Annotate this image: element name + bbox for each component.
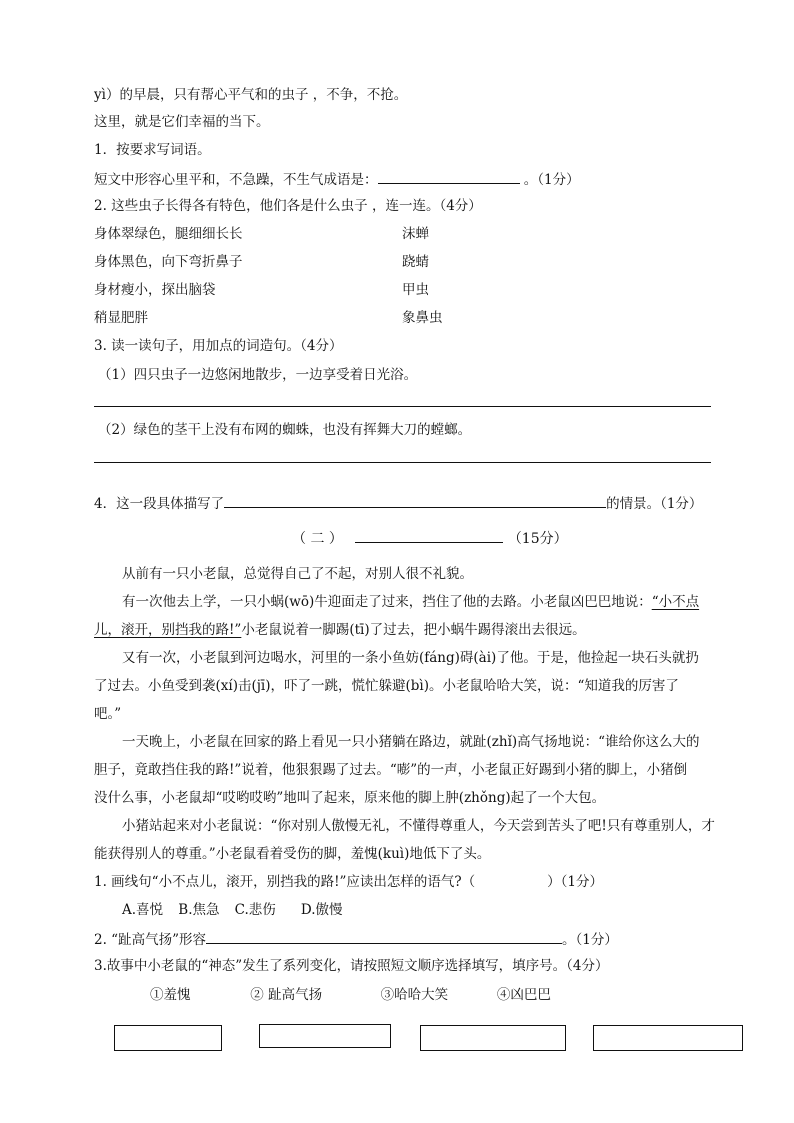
b3-answer-box-1[interactable] xyxy=(114,1025,222,1051)
b1-option-a[interactable]: A.喜悦 xyxy=(122,902,164,918)
b1-options xyxy=(122,901,343,919)
q2-title: 2. 这些虫子长得各有特色，他们各是什么虫子 ，连一连。（4分） xyxy=(94,198,482,214)
story-p2-text: 有一次他去上学，一只小蜗(wō)牛迎面走了过来，挡住了他的去路。小老鼠凶巴巴地说： xyxy=(122,594,652,610)
b1-option-b[interactable]: B.焦急 xyxy=(178,902,220,918)
q4-row xyxy=(94,493,702,513)
q2-left-2: 身体黑色，向下弯折鼻子 xyxy=(94,254,243,270)
q2-right-4: 象鼻虫 xyxy=(402,310,443,326)
q3-answer-line-1[interactable] xyxy=(94,406,711,407)
q3-sentence-1: （1）四只虫子一边悠闲地散步，一边享受着日光浴。 xyxy=(98,367,418,383)
q2-right-1: 沫蝉 xyxy=(402,226,429,242)
q2-right-3: 甲虫 xyxy=(402,282,429,298)
b3-answer-box-4[interactable] xyxy=(593,1025,743,1051)
story-p2-line2 xyxy=(94,621,586,639)
story-p1: 从前有一只小老鼠，总觉得自己了不起，对别人很不礼貌。 xyxy=(122,566,473,582)
q1-prompt: 短文中形容心里平和，不急躁，不生气成语是： xyxy=(94,172,378,188)
q3-answer-line-2[interactable] xyxy=(94,462,711,463)
story-p4-line2: 胆子，竟敢挡住我的路!”说着，他狠狠踢了过去。“嘭”的一声，小老鼠正好踢到小猪的脚上，小猪倒 xyxy=(94,762,688,778)
b3-option-1: ①羞愧 xyxy=(150,987,191,1003)
q2-left-1: 身体翠绿色，腿细细长长 xyxy=(94,226,243,242)
q2-row-2 xyxy=(94,253,243,271)
q3-sentence-2: （2）绿色的茎干上没有布网的蜘蛛，也没有挥舞大刀的螳螂。 xyxy=(98,422,472,438)
q2-row-4 xyxy=(94,309,148,327)
q2-row-1 xyxy=(94,225,243,243)
q1-title: 1．按要求写词语。 xyxy=(94,142,211,158)
story-p5-line1: 小猪站起来对小老鼠说：“你对别人傲慢无礼，不懂得尊重人，今天尝到苦头了吧!只有尊重别人，才 xyxy=(122,818,715,834)
q2-right-2: 跷蜻 xyxy=(402,254,429,270)
story-p4-line1: 一天晚上，小老鼠在回家的路上看见一只小猪躺在路边，就趾(zhǐ)高气扬地说：“谁给你这么大的 xyxy=(122,734,700,750)
b1-option-d[interactable]: D.傲慢 xyxy=(300,902,343,918)
b2-prefix: 2. “趾高气扬”形容 xyxy=(94,932,206,948)
q1-score: 。（1分） xyxy=(523,172,580,188)
q2-left-4: 稍显肥胖 xyxy=(94,310,148,326)
b1-option-c[interactable]: C.悲伤 xyxy=(234,902,276,918)
b3-option-4: ④凶巴巴 xyxy=(496,987,551,1003)
q1-row xyxy=(94,169,580,189)
intro-line-2: 这里，就是它们幸福的当下。 xyxy=(94,114,270,130)
b3-answer-box-3[interactable] xyxy=(420,1025,566,1051)
q2-row-3 xyxy=(94,281,216,299)
story-p5-line2: 能获得别人的尊重。”小老鼠看着受伤的脚，羞愧(kuì)地低下了头。 xyxy=(94,846,491,862)
q1-answer-blank[interactable] xyxy=(378,169,520,184)
part2-score: （15分） xyxy=(507,531,568,547)
q4-suffix: 的情景。（1分） xyxy=(606,496,703,512)
b1-question-row xyxy=(94,873,603,891)
story-underlined-quote-part2: 儿，滚开，别挡我的路!” xyxy=(94,622,242,638)
b1-question: 1. 画线句“小不点儿，滚开，别挡我的路!”应读出怎样的语气?（ xyxy=(94,874,476,890)
story-p4-line3: 没什么事，小老鼠却“哎哟哎哟”地叫了起来，原来他的脚上肿(zhǒng)起了一个大包。 xyxy=(94,790,606,806)
b3-options xyxy=(150,986,551,1004)
part2-title-blank[interactable] xyxy=(355,528,503,543)
b1-score: ）（1分） xyxy=(547,874,603,890)
part2-heading xyxy=(292,528,568,548)
b2-answer-blank[interactable] xyxy=(206,929,562,944)
b3-option-3: ③哈哈大笑 xyxy=(380,987,449,1003)
story-p3-line3: 吧。” xyxy=(94,706,122,722)
story-p2-line1 xyxy=(122,593,699,611)
q4-answer-blank[interactable] xyxy=(224,493,606,508)
part2-label: （ 二 ） xyxy=(292,531,343,547)
q2-left-3: 身材瘦小，探出脑袋 xyxy=(94,282,216,298)
b2-suffix: 。（1分） xyxy=(561,932,618,948)
b3-option-2: ② 趾高气扬 xyxy=(250,987,323,1003)
intro-line-1: yì）的早晨，只有帮心平气和的虫子 ，不争，不抢。 xyxy=(94,87,408,103)
story-p2-text-2: 小老鼠说着一脚踢(tī)了过去，把小蜗牛踢得滚出去很远。 xyxy=(241,622,586,638)
story-p3-line1: 又有一次，小老鼠到河边喝水，河里的一条小鱼妨(fáng)碍(ài)了他。于是，他捡起一块石头就扔 xyxy=(122,650,699,666)
b3-title: 3.故事中小老鼠的“神态”发生了系列变化，请按照短文顺序选择填写，填序号。（4分） xyxy=(94,958,609,974)
story-underlined-quote-part1: “小不点 xyxy=(651,594,700,610)
q4-prefix: 4．这一段具体描写了 xyxy=(94,496,225,512)
b3-answer-box-2[interactable] xyxy=(259,1024,391,1048)
q3-title: 3. 读一读句子，用加点的词造句。（4分） xyxy=(94,338,343,354)
b2-row xyxy=(94,929,618,949)
story-p3-line2: 了过去。小鱼受到袭(xí)击(jī)，吓了一跳，慌忙躲避(bì)。小老鼠哈哈大笑，说：“知道我的厉害了 xyxy=(94,678,679,694)
